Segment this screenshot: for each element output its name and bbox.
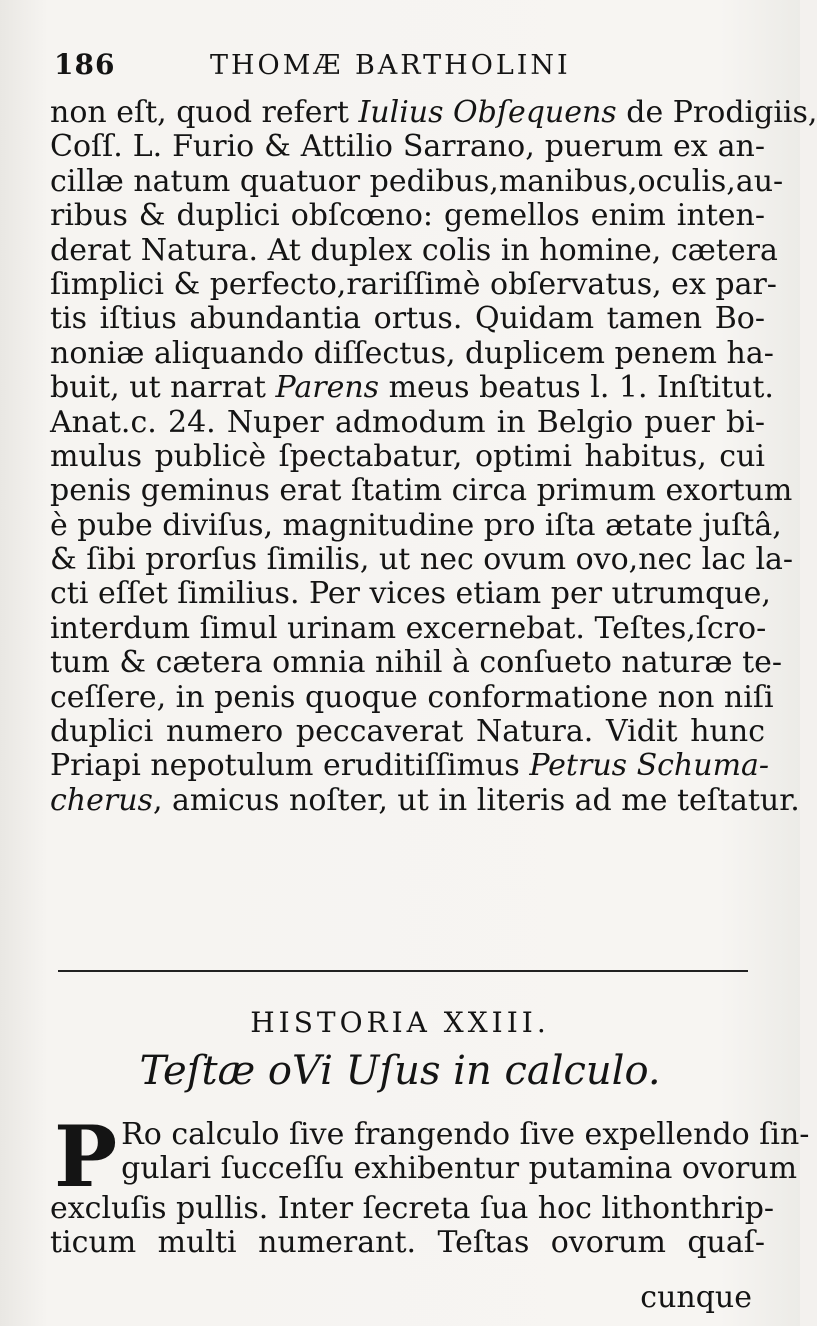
text-line (50, 612, 765, 646)
text-line (50, 782, 800, 818)
catchword: cunque (640, 1280, 752, 1315)
text-segment: Anat.c. 24. Nuper admodum in Belgio puer bi- (50, 404, 765, 440)
italic-name: Petrus Schuma- (529, 748, 770, 784)
text-segment: mulus publicè ſpectabatur, optimi habitus, cui (50, 438, 765, 474)
text-line (50, 130, 765, 164)
text-segment: Coſſ. L. Furio & Attilio Sarrano, puerum ex an- (50, 129, 765, 165)
text-segment: tum & cætera omnia nihil à conſueto naturæ te- (50, 645, 783, 681)
text-segment: & ſibi prorſus ſimilis, ut nec ovum ovo,nec lac la- (50, 542, 794, 578)
text-line (50, 679, 774, 715)
text-line (50, 302, 765, 336)
text-line: ticum multi numerant. Teſtas ovorum quaſ- (50, 1225, 765, 1261)
text-line (50, 542, 794, 578)
text-segment: è pube diviſus, magnitudine pro iſta ætate juſtâ, (50, 507, 782, 543)
running-head: THOMÆ BARTHOLINI (210, 50, 571, 81)
text-segment: tis iſtius abundantia ortus. Quidam tamen Bo- (50, 301, 765, 337)
text-segment: duplici numero peccaverat Natura. Vidit hunc (50, 714, 765, 750)
text-line: excluſis pullis. Inter ſecreta ſua hoc lithonthrip- (50, 1191, 775, 1226)
text-line (50, 370, 774, 406)
italic-name: cherus (50, 782, 153, 818)
text-segment: ceſſere, in penis quoque conformatione non niſi (50, 679, 774, 715)
text-segment: , amicus noſter, ut in literis ad me teſtatur. (152, 782, 800, 818)
text-line (50, 266, 777, 302)
text-line (50, 645, 783, 681)
text-segment: meus beatus l. 1. Inſtitut. (379, 370, 774, 406)
text-segment: Priapi nepotulum eruditiſſimus (50, 748, 530, 784)
text-line (50, 473, 793, 509)
text-line (50, 576, 771, 612)
text-segment: ribus & duplici obſcœno: gemellos enim inten- (50, 198, 765, 234)
text-segment: de Prodigiis, (616, 95, 817, 130)
text-segment: derat Natura. At duplex colis in homine, cætera (50, 232, 778, 268)
text-line (50, 406, 765, 440)
section-title: Teſtæ oVi Uſus in calculo. (139, 1048, 661, 1094)
page-header (30, 46, 760, 90)
text-segment: noniæ aliquando diſſectus, duplicem penem ha- (50, 335, 774, 371)
text-line (50, 95, 817, 130)
italic-name: Iulius Obſequens (358, 95, 617, 130)
text-line (50, 335, 774, 371)
text-segment: cti eſſet ſimilius. Per vices etiam per utrumque, (50, 576, 771, 612)
text-segment: buit, ut narrat (50, 370, 276, 406)
section-heading: HISTORIA XXIII. (250, 1006, 550, 1039)
text-line: Ro calculo ſive frangendo ſive expellendo ſin- (121, 1117, 810, 1152)
text-line (50, 507, 782, 543)
main-text-block (50, 95, 817, 818)
section-divider-rule (58, 970, 748, 972)
text-line: gulari ſucceſſu exhibentur putamina ovorum (121, 1151, 798, 1187)
text-line (50, 748, 770, 784)
text-line (50, 232, 778, 268)
text-segment: penis geminus erat ſtatim circa primum exortum (50, 473, 793, 509)
text-segment: cillæ natum quatuor pedibus,manibus,oculis,au- (50, 163, 784, 199)
second-text-block (50, 1107, 810, 1261)
text-line (50, 715, 765, 749)
text-segment: non eſt, quod refert (50, 95, 359, 130)
page-number: 186 (54, 48, 116, 81)
text-line (50, 199, 765, 233)
text-segment: ſimplici & perfecto,rariſſimè obſervatus, ex par- (50, 266, 777, 302)
italic-name: Parens (275, 370, 380, 406)
drop-capital: P (54, 1107, 118, 1206)
text-line (50, 163, 784, 199)
text-line (50, 440, 765, 474)
text-segment: interdum ſimul urinam excernebat. Teſtes,ſcro- (50, 610, 767, 646)
